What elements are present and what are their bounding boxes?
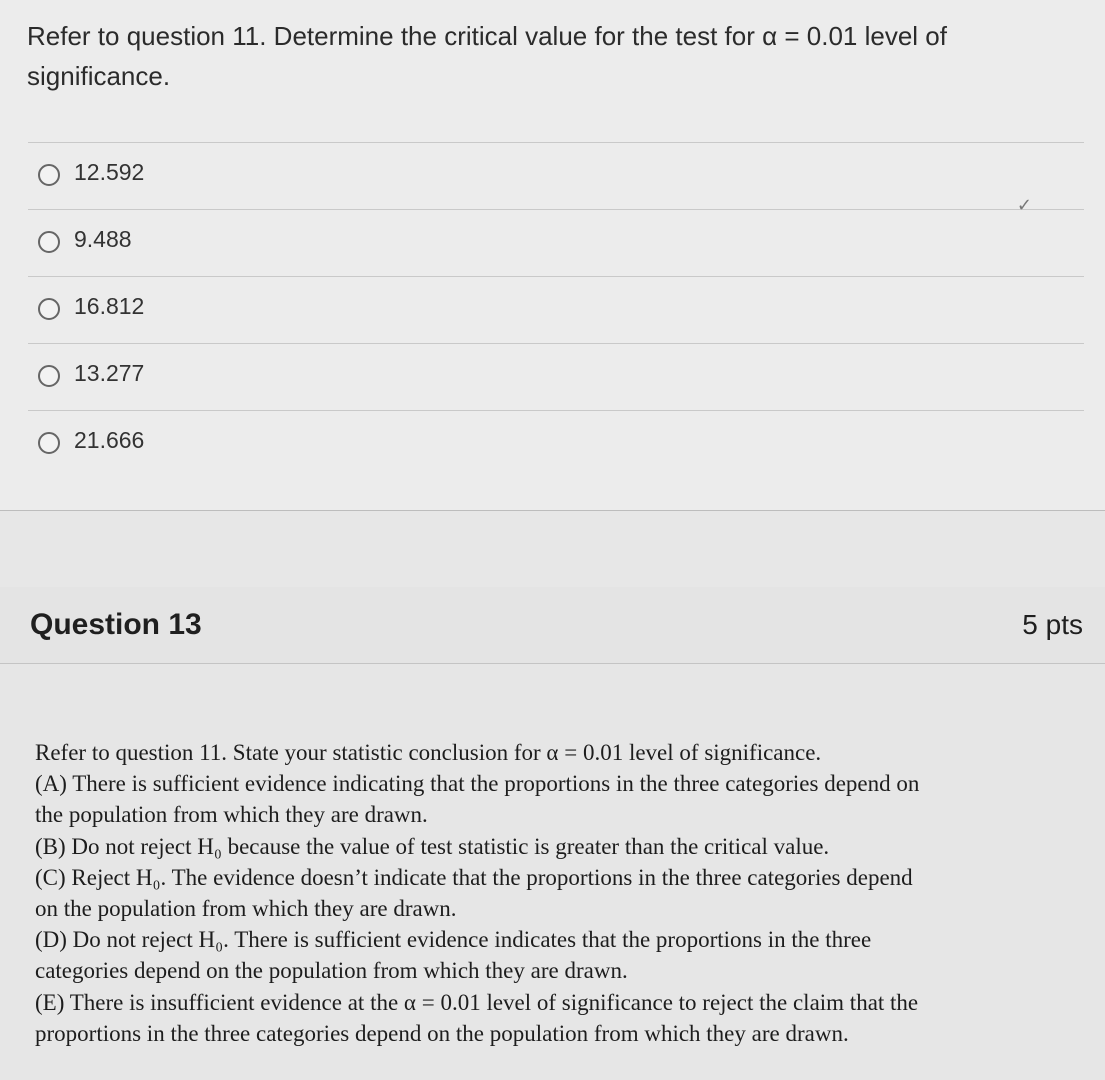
answer-option-3[interactable] bbox=[28, 277, 1084, 343]
question-13-line-7: (D) Do not reject H₀. There is sufficient evidence indicates that the proportions in the three bbox=[35, 927, 872, 953]
question-13-line-3: the population from which they are drawn. bbox=[35, 802, 428, 828]
radio-button[interactable] bbox=[38, 231, 60, 253]
answer-option-2[interactable] bbox=[28, 210, 1084, 276]
question-13-header bbox=[0, 587, 1105, 664]
question-12-prompt-line-2: significance. bbox=[27, 61, 171, 91]
answer-label[interactable]: 21.666 bbox=[74, 427, 145, 453]
question-13-line-1: Refer to question 11. State your statistic conclusion for α = 0.01 level of significance. bbox=[35, 740, 822, 765]
question-separator bbox=[0, 510, 1105, 588]
radio-button[interactable] bbox=[38, 365, 60, 387]
answer-label[interactable]: 13.277 bbox=[74, 360, 145, 386]
question-13-line-8: categories depend on the population from which they are drawn. bbox=[35, 958, 628, 984]
check-mark-icon: ✓ bbox=[1016, 195, 1032, 215]
question-13-line-9: (E) There is insufficient evidence at the α = 0.01 level of significance to reject the claim that the bbox=[35, 989, 919, 1015]
answer-option-5[interactable] bbox=[28, 411, 1084, 477]
question-12-prompt bbox=[27, 16, 1077, 96]
answer-option-4[interactable] bbox=[28, 344, 1084, 410]
question-12-prompt-line-1: Refer to question 11. Determine the critical value for the test for α = 0.01 level of bbox=[27, 21, 947, 51]
question-13-line-4: (B) Do not reject H₀ because the value of test statistic is greater than the critical value. bbox=[35, 833, 830, 859]
radio-button[interactable] bbox=[38, 298, 60, 320]
question-13-line-5: (C) Reject H₀. The evidence doesn’t indicate that the proportions in the three categories depend bbox=[35, 864, 913, 890]
question-13-text bbox=[35, 737, 1085, 1049]
question-13-line-10: proportions in the three categories depend on the population from which they are drawn. bbox=[35, 1020, 849, 1046]
question-13-points: 5 pts bbox=[1022, 609, 1083, 640]
answer-label[interactable]: 12.592 bbox=[74, 159, 145, 185]
answer-label[interactable]: 16.812 bbox=[74, 293, 145, 319]
radio-button[interactable] bbox=[38, 432, 60, 454]
radio-button[interactable] bbox=[38, 164, 60, 186]
answer-option-1[interactable] bbox=[28, 143, 1084, 215]
answer-list bbox=[28, 142, 1084, 477]
question-12-region bbox=[0, 0, 1105, 510]
question-13-body bbox=[0, 664, 1105, 1080]
question-13-line-2: (A) There is sufficient evidence indicating that the proportions in the three categories depend on bbox=[35, 771, 920, 797]
question-13-title: Question 13 bbox=[30, 608, 202, 641]
question-13-line-6: on the population from which they are drawn. bbox=[35, 896, 457, 922]
answer-label[interactable]: 9.488 bbox=[74, 226, 132, 252]
